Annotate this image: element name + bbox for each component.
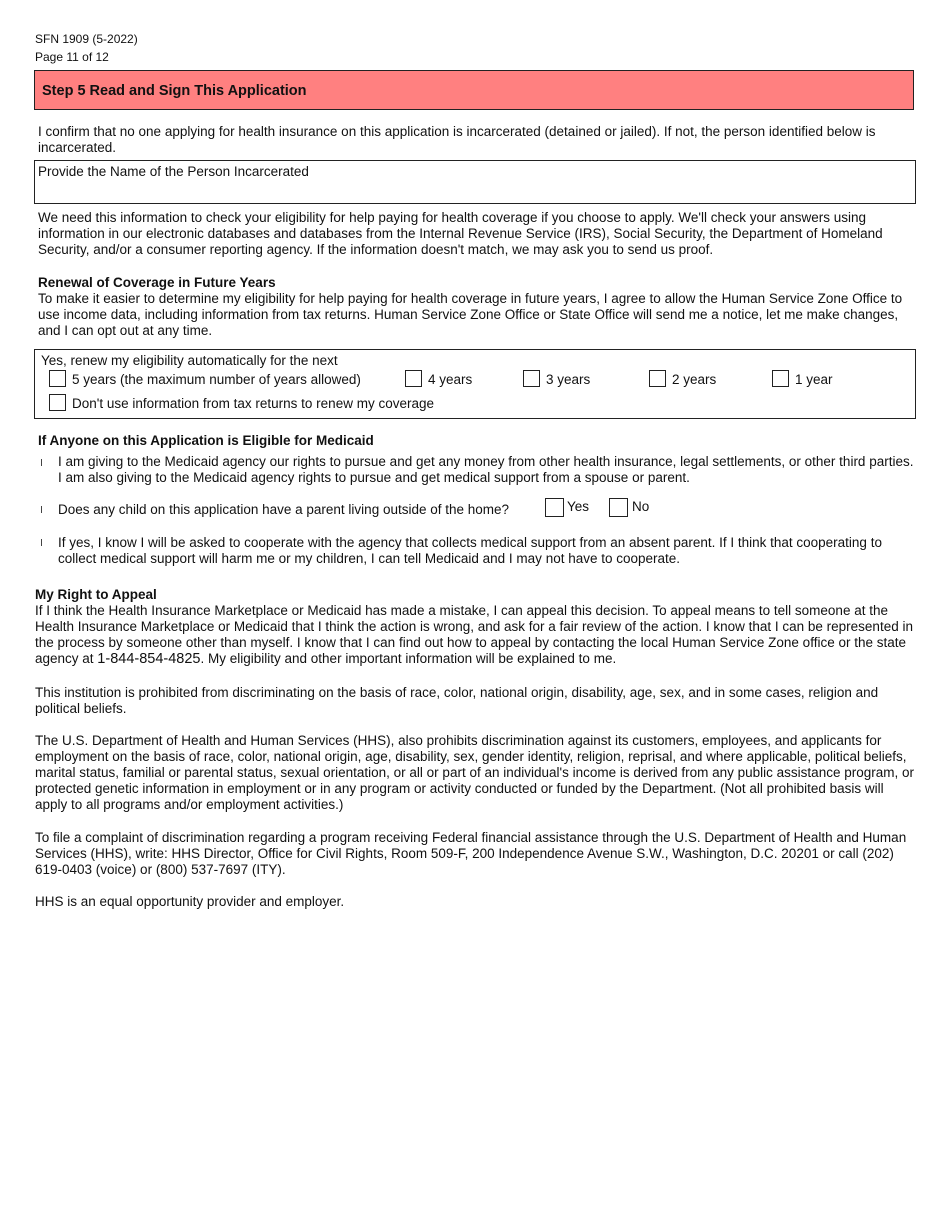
- equal-opportunity-statement: HHS is an equal opportunity provider and employer.: [35, 894, 345, 909]
- bullet-marker: [41, 459, 44, 466]
- bullet-marker: [41, 539, 44, 546]
- appeal-text-end: . My eligibility and other important information will be explained to me.: [200, 651, 617, 666]
- appeal-text: [35, 603, 915, 667]
- eligibility-check-text: We need this information to check your eligibility for help paying for health coverage if you choose to apply. We'll check your answers using information in our electronic databases and databases from the Internal Revenue Service (IRS), Social Security, the Department of Homeland Security, and/or a consumer reporting agency. If the information doesn't match, we may ask you to send us proof.: [38, 210, 883, 257]
- no-tax-info-label: Don't use information from tax returns to renew my coverage: [72, 396, 434, 411]
- medicaid-item-rights: I am giving to the Medicaid agency our rights to pursue and get any money from other health insurance, legal settlements, or other third parties. I am also giving to the Medicaid agency rights to pursue and get medical support from a spouse or parent.: [58, 454, 914, 485]
- medicaid-heading: If Anyone on this Application is Eligible for Medicaid: [38, 433, 374, 448]
- medicaid-item-cooperation: If yes, I know I will be asked to cooperate with the agency that collects medical support from an absent parent. If I think that cooperating to collect medical support will harm me or my children, I can tell Medicaid and I may not have to cooperate.: [58, 535, 882, 566]
- renew-1-year-checkbox[interactable]: [772, 370, 789, 387]
- renew-5-years-checkbox[interactable]: [49, 370, 66, 387]
- renewal-options-box: [34, 349, 916, 419]
- bullet-marker: [41, 506, 44, 513]
- step-title: Step 5 Read and Sign This Application: [42, 83, 307, 99]
- page-number: Page 11 of 12: [35, 50, 109, 64]
- absent-parent-yes-checkbox[interactable]: [545, 498, 564, 517]
- renewal-text: To make it easier to determine my eligibility for help paying for health coverage in future years, I agree to allow the Human Service Zone Office to use income data, including information from tax returns. Human Service Zone Office or State Office will send me a notice, let me make changes, and I can opt out at any time.: [38, 291, 903, 338]
- absent-parent-yes-label: Yes: [567, 499, 590, 514]
- appeal-heading: My Right to Appeal: [35, 587, 157, 602]
- renew-4-years-label: 4 years: [428, 372, 473, 387]
- incarcerated-person-field[interactable]: [34, 160, 916, 204]
- no-tax-info-checkbox[interactable]: [49, 394, 66, 411]
- renew-2-years-label: 2 years: [672, 372, 717, 387]
- incarcerated-person-label: Provide the Name of the Person Incarcerated: [38, 164, 309, 179]
- incarceration-statement: I confirm that no one applying for health insurance on this application is incarcerated (detained or jailed). If not, the person identified below is incarcerated.: [38, 124, 876, 155]
- complaint-instructions: To file a complaint of discrimination regarding a program receiving Federal financial assistance through the U.S. Department of Health and Human Services (HHS), write: HHS Director, Office for Civil Rights, Room 509-F, 200 Independence Avenue S.W., Washington, D.C. 20201 or call (202) 619-0403 (voice) or (800) 537-7697 (ITY).: [35, 830, 907, 877]
- nondiscrimination-statement: This institution is prohibited from discriminating on the basis of race, color, national origin, disability, age, sex, and in some cases, religion and political beliefs.: [35, 685, 879, 716]
- appeal-phone-number: 1-844-854-4825: [97, 651, 201, 667]
- medicaid-item-absent-parent-question: Does any child on this application have a parent living outside of the home?: [58, 502, 510, 517]
- appeal-text-start: If I think the Health Insurance Marketplace or Medicaid has made a mistake, I can appeal this decision. To appeal means to tell someone at the Health Insurance Marketplace or Medicaid that I think the action is wrong, and ask for a fair review of the action. I know that I can be represented in the process by someone other than myself. I know that I can find out how to appeal by contacting the local Human Service Zone office or the state agency at: [35, 603, 913, 666]
- renew-3-years-checkbox[interactable]: [523, 370, 540, 387]
- renew-1-year-label: 1 year: [795, 372, 833, 387]
- renewal-heading: Renewal of Coverage in Future Years: [38, 275, 276, 290]
- renew-3-years-label: 3 years: [546, 372, 591, 387]
- step-banner: [34, 70, 914, 110]
- renewal-box-intro: Yes, renew my eligibility automatically for the next: [41, 353, 338, 368]
- hhs-nondiscrimination-statement: The U.S. Department of Health and Human Services (HHS), also prohibits discrimination against its customers, employees, and applicants for employment on the basis of race, color, national origin, age, disability, sex, gender identity, religion, reprisal, and where applicable, political beliefs, marital status, familial or parental status, sexual orientation, or all or part of an individual's income is derived from any public assistance program, or protected genetic information in employment or in any program or activity conducted or funded by the Department. (Not all prohibited basis will apply to all programs and/or employment activities.): [35, 733, 914, 812]
- form-id: SFN 1909 (5-2022): [35, 32, 138, 46]
- renew-2-years-checkbox[interactable]: [649, 370, 666, 387]
- renew-5-years-label: 5 years (the maximum number of years allowed): [72, 372, 361, 387]
- absent-parent-no-checkbox[interactable]: [609, 498, 628, 517]
- absent-parent-no-label: No: [632, 499, 650, 514]
- renew-4-years-checkbox[interactable]: [405, 370, 422, 387]
